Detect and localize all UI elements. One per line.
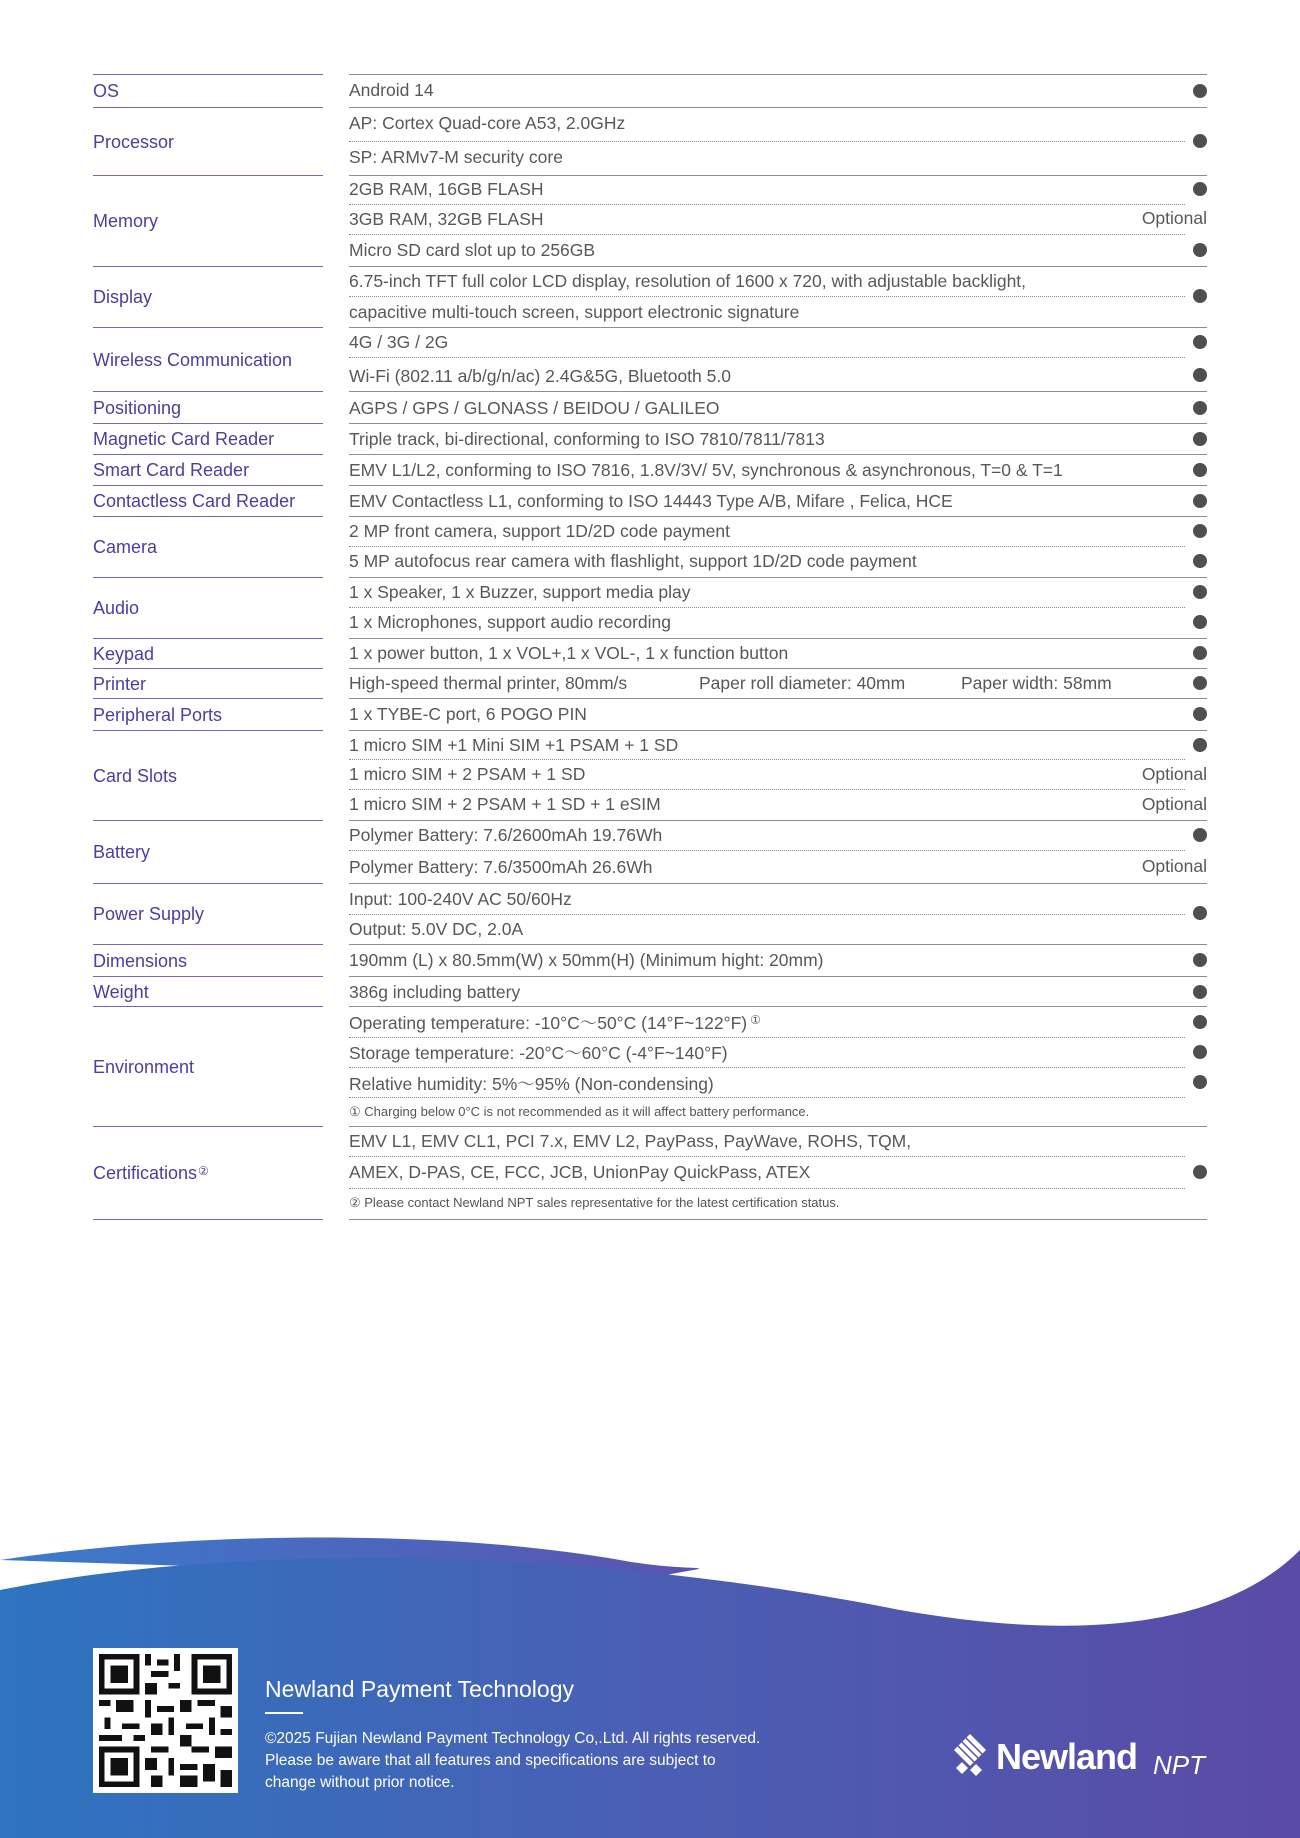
printer-speed: High-speed thermal printer, 80mm/s	[349, 672, 628, 693]
standard-bullet-icon	[1193, 985, 1207, 999]
standard-bullet-icon	[1193, 84, 1207, 98]
logo-npt: NPT	[1153, 1750, 1205, 1780]
label-camera: Camera	[93, 517, 323, 578]
qr-code	[93, 1648, 238, 1793]
company-name: Newland Payment Technology	[265, 1676, 574, 1702]
standard-bullet-icon	[1193, 615, 1207, 629]
value-audio-1: 1 x Speaker, 1 x Buzzer, support media play	[349, 581, 691, 602]
standard-bullet-icon	[1193, 953, 1207, 967]
value-wireless-1: 4G / 3G / 2G	[349, 331, 449, 352]
optional-tag: Optional	[1141, 764, 1207, 784]
value-positioning: AGPS / GPS / GLONASS / BEIDOU / GALILEO	[349, 397, 720, 418]
value-memory-2: 3GB RAM, 32GB FLASH	[349, 208, 544, 229]
value-keypad: 1 x power button, 1 x VOL+,1 x VOL-, 1 x function button	[349, 642, 789, 663]
label-display: Display	[93, 267, 323, 328]
copyright-text: ©2025 Fujian Newland Payment Technology Co,.Ltd. All rights reserved.	[265, 1730, 761, 1747]
label-magnetic: Magnetic Card Reader	[93, 424, 323, 455]
optional-tag: Optional	[1141, 856, 1207, 876]
value-slots-3: 1 micro SIM + 2 PSAM + 1 SD + 1 eSIM	[349, 793, 661, 814]
standard-bullet-icon	[1193, 554, 1207, 568]
value-camera-2: 5 MP autofocus rear camera with flashlight, support 1D/2D code payment	[349, 550, 917, 571]
rule-dotted	[349, 357, 1185, 358]
standard-bullet-icon	[1193, 335, 1207, 349]
value-power-1: Input: 100-240V AC 50/60Hz	[349, 888, 572, 909]
label-keypad: Keypad	[93, 639, 323, 669]
standard-bullet-icon	[1193, 494, 1207, 508]
printer-width: Paper width: 58mm	[961, 672, 1112, 693]
label-positioning: Positioning	[93, 392, 323, 424]
footnote-mark-2: ②	[198, 1164, 209, 1178]
value-memory-3: Micro SD card slot up to 256GB	[349, 239, 596, 260]
standard-bullet-icon	[1193, 676, 1207, 690]
value-env-3: Relative humidity: 5%～95% (Non-condensing)	[349, 1073, 714, 1094]
standard-bullet-icon	[1193, 368, 1207, 382]
standard-bullet-icon	[1193, 828, 1207, 842]
value-battery-2: Polymer Battery: 7.6/3500mAh 26.6Wh	[349, 856, 653, 877]
value-smart: EMV L1/L2, conforming to ISO 7816, 1.8V/3V/ 5V, synchronous & asynchronous, T=0 & T=1	[349, 459, 1063, 480]
footnote-certifications: ② Please contact Newland NPT sales representative for the latest certification status.	[349, 1195, 840, 1210]
label-processor: Processor	[93, 108, 323, 176]
standard-bullet-icon	[1193, 524, 1207, 538]
label-printer: Printer	[93, 669, 323, 699]
standard-bullet-icon	[1193, 1015, 1207, 1029]
value-os: Android 14	[349, 79, 434, 100]
label-dimensions: Dimensions	[93, 945, 323, 977]
value-env-2: Storage temperature: -20°C～60°C (-4°F~140°F)	[349, 1042, 728, 1063]
optional-tag: Optional	[1141, 794, 1207, 814]
footer	[0, 1530, 1300, 1838]
standard-bullet-icon	[1193, 1165, 1207, 1179]
value-camera-1: 2 MP front camera, support 1D/2D code payment	[349, 520, 730, 541]
value-cert-1: EMV L1, EMV CL1, PCI 7.x, EMV L2, PayPass, PayWave, ROHS, TQM,	[349, 1130, 912, 1151]
standard-bullet-icon	[1193, 134, 1207, 148]
value-audio-2: 1 x Microphones, support audio recording	[349, 611, 671, 632]
standard-bullet-icon	[1193, 432, 1207, 446]
standard-bullet-icon	[1193, 243, 1207, 257]
rule	[349, 391, 1207, 392]
logo-wordmark: Newland	[996, 1736, 1138, 1777]
standard-bullet-icon	[1193, 585, 1207, 599]
newland-logo-icon	[948, 1730, 992, 1786]
standard-bullet-icon	[1193, 1045, 1207, 1059]
printer-roll: Paper roll diameter: 40mm	[699, 672, 906, 693]
standard-bullet-icon	[1193, 289, 1207, 303]
value-processor-sp: SP: ARMv7-M security core	[349, 146, 563, 167]
value-power-2: Output: 5.0V DC, 2.0A	[349, 918, 524, 939]
label-memory: Memory	[93, 176, 323, 267]
standard-bullet-icon	[1193, 463, 1207, 477]
label-power: Power Supply	[93, 884, 323, 945]
standard-bullet-icon	[1193, 707, 1207, 721]
label-audio: Audio	[93, 578, 323, 639]
label-weight: Weight	[93, 977, 323, 1007]
value-memory-1: 2GB RAM, 16GB FLASH	[349, 178, 544, 199]
label-environment: Environment	[93, 1007, 323, 1127]
optional-tag: Optional	[1141, 208, 1207, 228]
value-processor-ap: AP: Cortex Quad-core A53, 2.0GHz	[349, 112, 626, 133]
value-magnetic: Triple track, bi-directional, conforming to ISO 7810/7811/7813	[349, 428, 825, 449]
standard-bullet-icon	[1193, 401, 1207, 415]
value-slots-2: 1 micro SIM + 2 PSAM + 1 SD	[349, 763, 586, 784]
footnote-mark-1: ①	[750, 1013, 761, 1027]
footnote-environment: ① Charging below 0°C is not recommended as it will affect battery performance.	[349, 1104, 810, 1119]
label-contactless: Contactless Card Reader	[93, 486, 323, 517]
value-dimensions: 190mm (L) x 80.5mm(W) x 50mm(H) (Minimum hight: 20mm)	[349, 949, 824, 970]
value-printer	[349, 668, 1207, 698]
value-display-1: 6.75-inch TFT full color LCD display, resolution of 1600 x 720, with adjustable backlight,	[349, 270, 1027, 291]
standard-bullet-icon	[1193, 182, 1207, 196]
value-battery-1: Polymer Battery: 7.6/2600mAh 19.76Wh	[349, 824, 663, 845]
label-card-slots: Card Slots	[93, 731, 323, 821]
label-certifications: Certifications ②	[93, 1127, 323, 1220]
value-contactless: EMV Contactless L1, conforming to ISO 14443 Type A/B, Mifare , Felica, HCE	[349, 490, 953, 511]
company-underline	[265, 1712, 303, 1714]
value-display-2: capacitive multi-touch screen, support electronic signature	[349, 301, 800, 322]
rule-dotted	[349, 850, 1185, 851]
label-os: OS	[93, 74, 323, 108]
value-wireless-2: Wi-Fi (802.11 a/b/g/n/ac) 2.4G&5G, Bluetooth 5.0	[349, 365, 731, 386]
label-smart: Smart Card Reader	[93, 455, 323, 486]
value-ports: 1 x TYBE-C port, 6 POGO PIN	[349, 703, 587, 724]
value-env-1: Operating temperature: -10°C～50°C (14°F~122°F) ①	[349, 1012, 761, 1033]
standard-bullet-icon	[1193, 1075, 1207, 1089]
newland-npt-logo	[948, 1730, 1213, 1790]
standard-bullet-icon	[1193, 906, 1207, 920]
label-ports: Peripheral Ports	[93, 699, 323, 731]
value-slots-1: 1 micro SIM +1 Mini SIM +1 PSAM + 1 SD	[349, 734, 679, 755]
value-weight: 386g including battery	[349, 981, 521, 1002]
disclaimer-line-2: change without prior notice.	[265, 1774, 455, 1791]
standard-bullet-icon	[1193, 646, 1207, 660]
standard-bullet-icon	[1193, 738, 1207, 752]
label-battery: Battery	[93, 821, 323, 884]
rule	[349, 1219, 1207, 1220]
value-cert-2: AMEX, D-PAS, CE, FCC, JCB, UnionPay QuickPass, ATEX	[349, 1161, 811, 1182]
label-wireless: Wireless Communication	[93, 328, 323, 392]
disclaimer-line-1: Please be aware that all features and specifications are subject to	[265, 1752, 716, 1769]
